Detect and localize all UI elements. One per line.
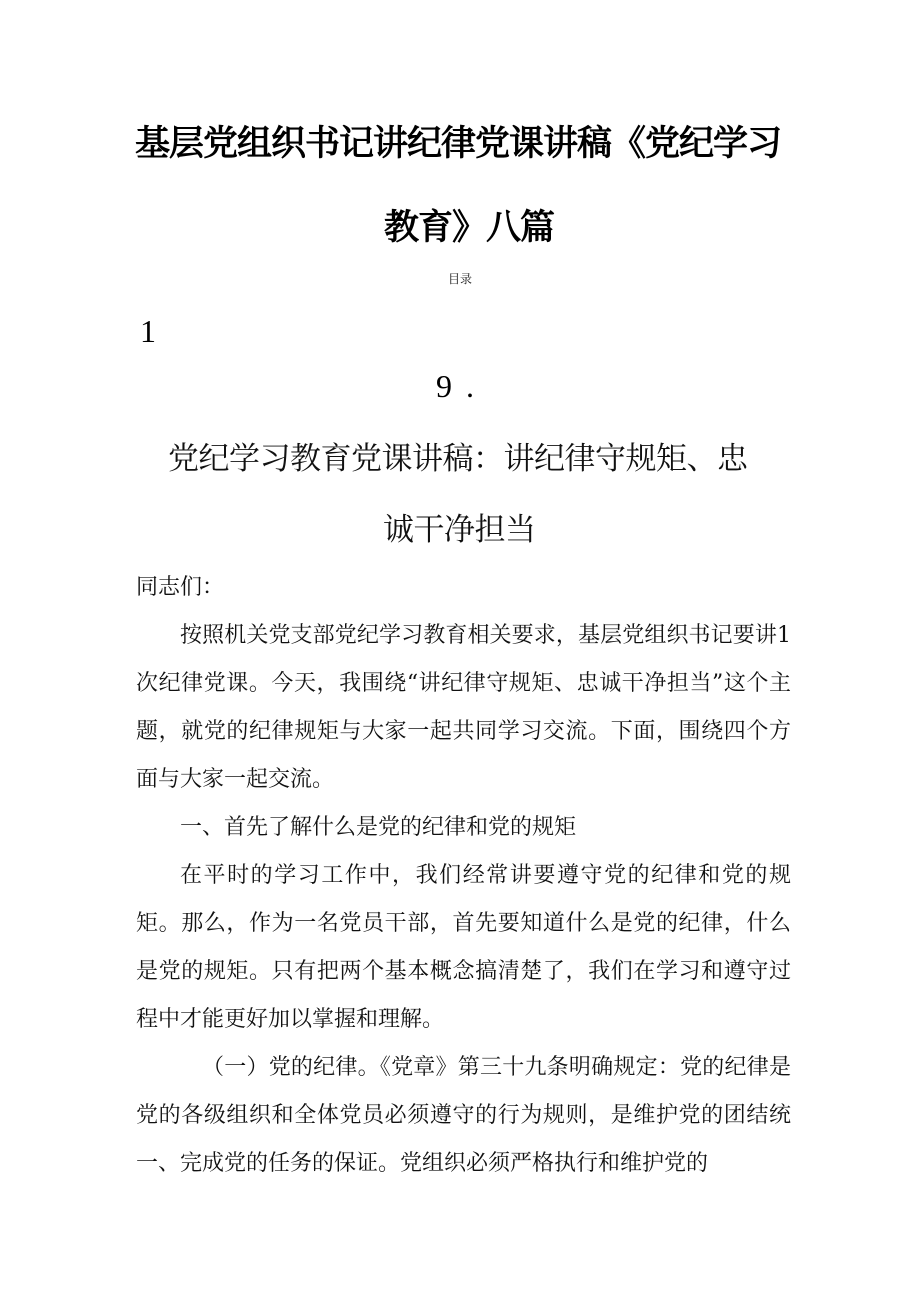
section-heading-1: 一、首先了解什么是党的纪律和党的规矩	[180, 815, 577, 840]
greeting: 同志们：	[136, 575, 225, 600]
toc-label: 目录	[448, 272, 473, 286]
toc-number-1: 1	[140, 313, 156, 349]
paragraph-2: 在平时的学习工作中，我们经常讲要遵守党的纪律和党的规矩。那么，作为一名党员干部，首先要知道什么是党的纪律，什么是党的规矩。只有把两个基本概念搞清楚了，我们在学习和遵守过程中才能更好加以掌握和理解。	[136, 863, 791, 1032]
document-title-line-2: 教育》八篇	[384, 208, 555, 248]
paragraph-1: 按照机关党支部党纪学习教育相关要求，基层党组织书记要讲1次纪律党课。今天，我围绕“讲纪律守规矩、忠诚干净担当”这个主题，就党的纪律规矩与大家一起共同学习交流。下面，围绕四个方面与大家一起交流。	[136, 623, 791, 792]
article-title-line-1: 党纪学习教育党课讲稿：讲纪律守规矩、忠	[168, 441, 748, 477]
toc-number-2: 9.	[436, 368, 488, 404]
document-title-line-1: 基层党组织书记讲纪律党课讲稿《党纪学习	[135, 124, 782, 164]
paragraph-3: （一）党的纪律。《党章》第三十九条明确规定：党的纪律是党的各级组织和全体党员必须遵守的行为规则，是维护党的团结统一、完成党的任务的保证。党组织必须严格执行和维护党的	[136, 1055, 791, 1176]
article-title-line-2: 诚干净担当	[383, 512, 536, 548]
